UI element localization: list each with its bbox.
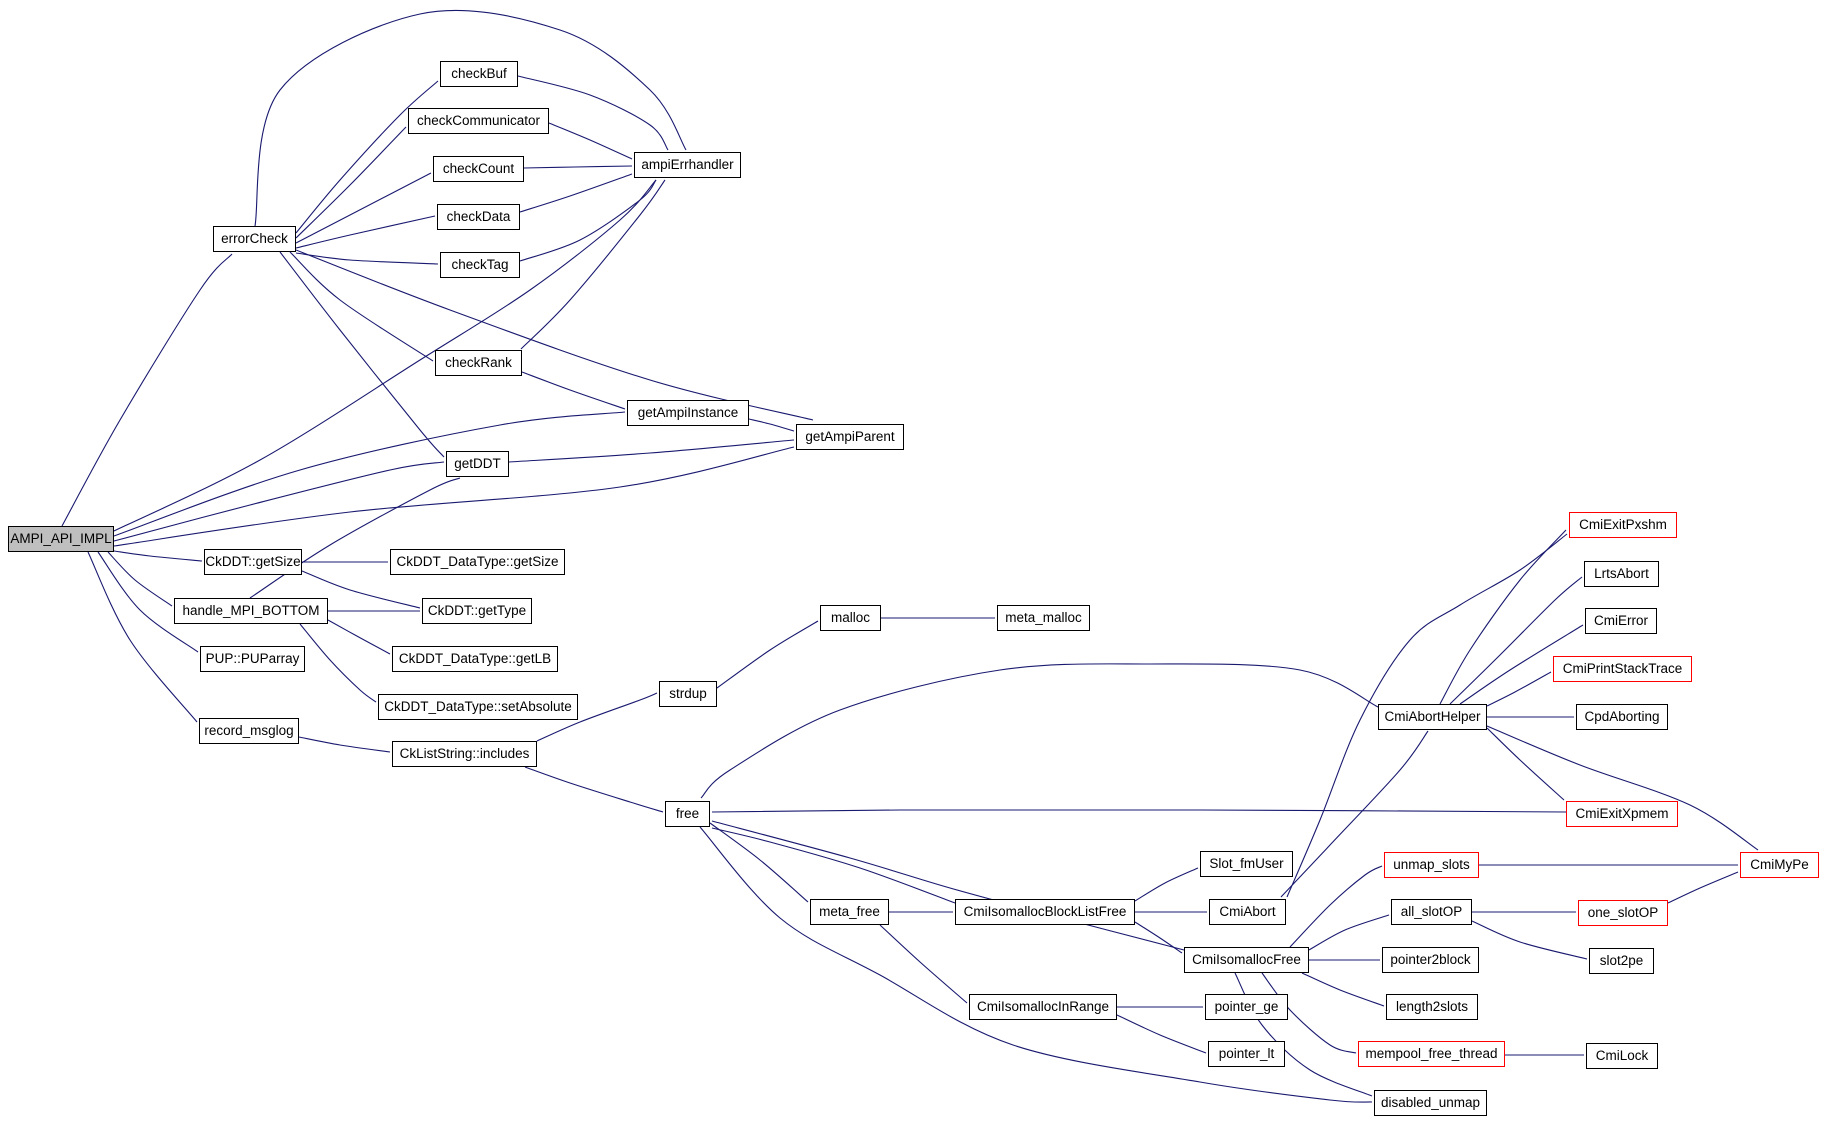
node-getampiinstance[interactable]: getAmpiInstance xyxy=(627,400,749,426)
edge-cmiaborthelper-to-cmiprintstacktrace xyxy=(1487,672,1551,706)
edge-ampi-api-impl-to-getampiinstance xyxy=(114,412,625,536)
edge-cmiisomallocblocklistfree-to-slot-fmuser xyxy=(1135,868,1198,901)
edge-cmiexitxpmem-to-free xyxy=(712,810,1566,812)
node-pointer-ge[interactable]: pointer_ge xyxy=(1205,994,1288,1020)
node-cmierror[interactable]: CmiError xyxy=(1585,608,1657,634)
edge-cmiaborthelper-to-cmimype xyxy=(1487,726,1758,850)
edge-cmiisomallocfree-to-length2slots xyxy=(1302,973,1384,1006)
edge-handle-mpi-bottom-to-ckddt-datatype-getlb xyxy=(328,620,390,654)
node-strdup[interactable]: strdup xyxy=(659,681,717,707)
edge-cmiisomallocblocklistfree-to-cmiisomallocfree xyxy=(1135,922,1182,953)
edge-cmiaborthelper-to-cmiexitpxshm xyxy=(1440,530,1566,704)
node-checkcount[interactable]: checkCount xyxy=(433,156,524,182)
edge-strdup-to-malloc xyxy=(717,621,818,688)
edge-ampi-api-impl-to-record-msglog xyxy=(88,552,197,722)
node-record-msglog[interactable]: record_msglog xyxy=(199,718,299,744)
node-free[interactable]: free xyxy=(665,801,710,827)
edge-ckliststring-includes-to-free xyxy=(525,767,663,812)
node-cmiexitxpmem[interactable]: CmiExitXpmem xyxy=(1566,801,1678,827)
node-ampierrhandler[interactable]: ampiErrhandler xyxy=(634,152,741,178)
edge-ampi-api-impl-to-errorcheck xyxy=(62,254,232,526)
edge-record-msglog-to-ckliststring-includes xyxy=(299,737,390,752)
node-slot2pe[interactable]: slot2pe xyxy=(1589,948,1654,974)
node-ckliststring-includes[interactable]: CkListString::includes xyxy=(392,741,537,767)
node-ckddt-gettype[interactable]: CkDDT::getType xyxy=(422,598,532,624)
edge-one-slotop-to-cmimype xyxy=(1668,872,1738,903)
node-lrtsabort[interactable]: LrtsAbort xyxy=(1584,561,1659,587)
node-checkcommunicator[interactable]: checkCommunicator xyxy=(408,108,549,134)
edge-cmiisomallocfree-to-all-slotop xyxy=(1309,915,1389,950)
node-slot-fmuser[interactable]: Slot_fmUser xyxy=(1200,851,1293,877)
node-all-slotop[interactable]: all_slotOP xyxy=(1391,899,1472,925)
node-ckddt-getsize[interactable]: CkDDT::getSize xyxy=(204,549,302,575)
edge-handle-mpi-bottom-to-getddt xyxy=(250,478,460,598)
node-cmiisomallocfree[interactable]: CmiIsomallocFree xyxy=(1184,947,1309,973)
edge-all-slotop-to-slot2pe xyxy=(1472,921,1587,959)
node-errorcheck[interactable]: errorCheck xyxy=(213,226,296,252)
node-cmiexitpxshm[interactable]: CmiExitPxshm xyxy=(1569,512,1677,538)
node-cmiisomallocinrange[interactable]: CmiIsomallocInRange xyxy=(969,994,1117,1020)
node-getddt[interactable]: getDDT xyxy=(446,451,509,477)
edge-errorcheck-to-getddt xyxy=(280,252,444,457)
edge-meta-free-to-cmiisomallocinrange xyxy=(880,925,967,1003)
node-checkbuf[interactable]: checkBuf xyxy=(440,61,518,87)
node-mempool-free-thread[interactable]: mempool_free_thread xyxy=(1358,1041,1505,1067)
edge-cmiisomallocblocklistfree-to-free xyxy=(712,828,955,903)
node-cmilock[interactable]: CmiLock xyxy=(1586,1043,1658,1069)
node-ampi-api-impl[interactable]: AMPI_API_IMPL xyxy=(8,526,114,552)
node-ckddt-datatype-setabsolute[interactable]: CkDDT_DataType::setAbsolute xyxy=(378,694,578,720)
node-pointer2block[interactable]: pointer2block xyxy=(1382,947,1479,973)
edge-free-to-meta-free xyxy=(710,823,808,902)
node-cpdaborting[interactable]: CpdAborting xyxy=(1576,704,1668,730)
node-checktag[interactable]: checkTag xyxy=(440,252,520,278)
edge-checkdata-to-ampierrhandler xyxy=(520,174,632,212)
edge-ampi-api-impl-to-getddt xyxy=(114,462,444,541)
node-getampiparent[interactable]: getAmpiParent xyxy=(796,424,904,450)
edge-checkcount-to-ampierrhandler xyxy=(524,166,632,168)
node-meta-free[interactable]: meta_free xyxy=(810,899,889,925)
node-one-slotop[interactable]: one_slotOP xyxy=(1578,900,1668,926)
edge-cmiisomallocfree-to-disabled-unmap xyxy=(1235,973,1372,1096)
edge-cmiisomallocfree-to-free xyxy=(712,821,1184,950)
edge-errorcheck-to-getampiparent xyxy=(296,250,813,420)
edge-checkrank-to-getampiinstance xyxy=(522,372,625,409)
node-cmimype[interactable]: CmiMyPe xyxy=(1740,852,1819,878)
edge-handle-mpi-bottom-to-ckddt-datatype-setabsolute xyxy=(300,624,376,702)
node-meta-malloc[interactable]: meta_malloc xyxy=(997,605,1090,631)
edge-cmiaborthelper-to-lrtsabort xyxy=(1450,577,1582,704)
edge-getampiinstance-to-getampiparent xyxy=(749,419,794,431)
node-cmiprintstacktrace[interactable]: CmiPrintStackTrace xyxy=(1553,656,1692,682)
node-pup-puparray[interactable]: PUP::PUParray xyxy=(200,646,305,672)
node-cmiisomallocblocklistfree[interactable]: CmiIsomallocBlockListFree xyxy=(955,899,1135,925)
edge-ampi-api-impl-to-handle-mpi-bottom xyxy=(108,552,172,606)
edge-cmiisomallocinrange-to-pointer-lt xyxy=(1117,1015,1206,1053)
node-unmap-slots[interactable]: unmap_slots xyxy=(1384,852,1479,878)
node-malloc[interactable]: malloc xyxy=(820,605,881,631)
edge-errorcheck-to-checkbuf xyxy=(296,81,438,233)
edge-errorcheck-to-checkcommunicator xyxy=(296,127,406,238)
edge-cmiaborthelper-to-cmiexitxpmem xyxy=(1487,728,1564,800)
edge-ampi-api-impl-to-ckddt-getsize xyxy=(114,551,202,561)
edge-errorcheck-to-checkrank xyxy=(290,252,433,361)
node-length2slots[interactable]: length2slots xyxy=(1386,994,1478,1020)
node-handle-mpi-bottom[interactable]: handle_MPI_BOTTOM xyxy=(174,598,328,624)
node-cmiabort[interactable]: CmiAbort xyxy=(1209,899,1286,925)
edge-cmiaborthelper-to-free xyxy=(701,664,1378,798)
node-checkrank[interactable]: checkRank xyxy=(435,350,522,376)
node-disabled-unmap[interactable]: disabled_unmap xyxy=(1374,1090,1487,1116)
node-ckddt-datatype-getsize[interactable]: CkDDT_DataType::getSize xyxy=(390,549,565,575)
edge-checkcommunicator-to-ampierrhandler xyxy=(549,123,632,159)
node-cmiaborthelper[interactable]: CmiAbortHelper xyxy=(1378,704,1487,730)
node-pointer-lt[interactable]: pointer_lt xyxy=(1208,1041,1285,1067)
node-checkdata[interactable]: checkData xyxy=(437,204,520,230)
node-ckddt-datatype-getlb[interactable]: CkDDT_DataType::getLB xyxy=(392,646,558,672)
